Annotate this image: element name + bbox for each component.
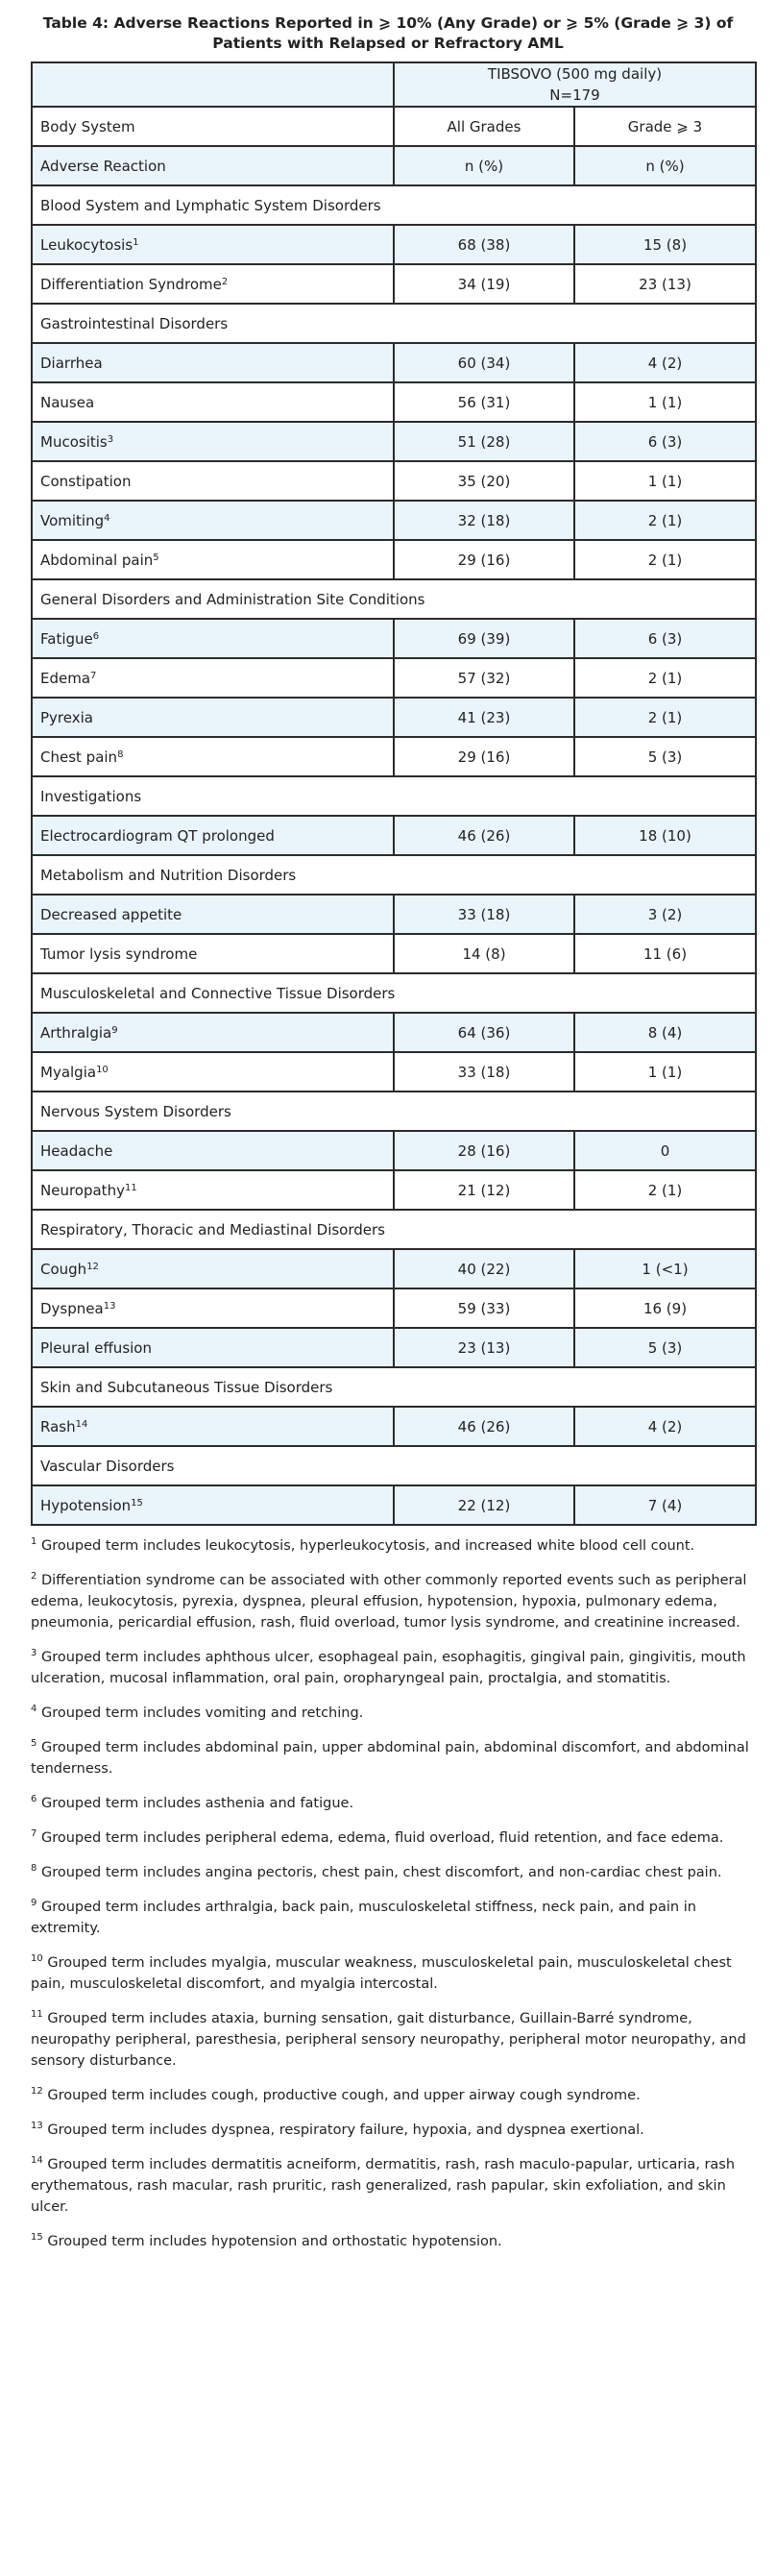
adverse-reaction-name: Edema	[40, 669, 91, 687]
grade3-value: 1 (1)	[574, 461, 756, 501]
grade3-value: 4 (2)	[574, 343, 756, 382]
footnote	[31, 1570, 755, 1633]
footnote-number: 14	[31, 2155, 43, 2166]
section-title: Metabolism and Nutrition Disorders	[32, 855, 756, 895]
grade3-value: 15 (8)	[574, 225, 756, 264]
footnote-text: Grouped term includes dyspnea, respiratory failure, hypoxia, and dyspnea exertional.	[47, 2122, 644, 2138]
footnote-ref: 14	[75, 1418, 88, 1430]
footnote-number: 10	[31, 1953, 43, 1964]
table-row	[32, 1485, 756, 1525]
adverse-reaction-cell	[32, 540, 394, 579]
adverse-reaction-cell	[32, 422, 394, 461]
header-drug-cell	[394, 62, 756, 107]
all-grades-value: 28 (16)	[394, 1131, 574, 1170]
all-grades-value: 69 (39)	[394, 619, 574, 658]
footnote	[31, 1703, 755, 1724]
table-row	[32, 816, 756, 855]
all-grades-value: 68 (38)	[394, 225, 574, 264]
table-row	[32, 501, 756, 540]
all-grades-value: 41 (23)	[394, 698, 574, 737]
grade3-value: 7 (4)	[574, 1485, 756, 1525]
adverse-reaction-name: Differentiation Syndrome	[40, 275, 222, 293]
footnote	[31, 1952, 755, 1995]
all-grades-value: 22 (12)	[394, 1485, 574, 1525]
grade3-value: 2 (1)	[574, 1170, 756, 1210]
footnote-number: 1	[31, 1536, 37, 1547]
footnote-ref: 8	[117, 748, 124, 760]
table-row	[32, 461, 756, 501]
all-grades-value: 46 (26)	[394, 816, 574, 855]
footnote	[31, 1647, 755, 1689]
adverse-reaction-cell	[32, 1407, 394, 1446]
footnote-ref: 13	[103, 1300, 116, 1312]
grade3-value: 1 (1)	[574, 382, 756, 422]
grade3-value: 2 (1)	[574, 698, 756, 737]
section-title: Respiratory, Thoracic and Mediastinal Disorders	[32, 1210, 756, 1249]
footnote-number: 4	[31, 1704, 37, 1714]
adverse-reaction-name: Arthralgia	[40, 1023, 112, 1042]
footnotes	[31, 1535, 755, 2252]
adverse-reaction-name: Vomiting	[40, 511, 105, 529]
grade3-value: 16 (9)	[574, 1288, 756, 1328]
section-row	[32, 304, 756, 343]
footnote-ref: 1	[133, 236, 139, 248]
all-grades-value: 21 (12)	[394, 1170, 574, 1210]
footnote	[31, 2120, 755, 2141]
table-row	[32, 698, 756, 737]
adverse-reaction-name: Mucositis	[40, 432, 108, 451]
adverse-reaction-cell	[32, 934, 394, 973]
table-row	[32, 264, 756, 304]
adverse-reaction-cell	[32, 264, 394, 304]
all-grades-value: 35 (20)	[394, 461, 574, 501]
all-grades-value: 59 (33)	[394, 1288, 574, 1328]
footnote-text: Grouped term includes aphthous ulcer, esophageal pain, esophagitis, gingival pain, gingivitis, mouth ulceration, mucosal inflammation, oral pain, oropharyngeal pain, proctalgia, and stomatitis.	[31, 1650, 746, 1686]
footnote-text: Grouped term includes peripheral edema, edema, fluid overload, fluid retention, and face edema.	[40, 1830, 724, 1846]
adverse-reaction-name: Chest pain	[40, 748, 118, 766]
col-n-pct-all: n (%)	[394, 146, 574, 185]
drug-n: N=179	[549, 86, 600, 104]
all-grades-value: 23 (13)	[394, 1328, 574, 1367]
footnote-number: 8	[31, 1863, 37, 1874]
footnote-ref: 2	[221, 276, 229, 287]
footnote-text: Grouped term includes abdominal pain, upper abdominal pain, abdominal discomfort, and abdominal tenderness.	[31, 1740, 749, 1777]
grade3-value: 6 (3)	[574, 422, 756, 461]
table-row	[32, 540, 756, 579]
footnote-number: 3	[31, 1648, 37, 1658]
grade3-value: 4 (2)	[574, 1407, 756, 1446]
adverse-reaction-cell	[32, 1249, 394, 1288]
table-row	[32, 1170, 756, 1210]
adverse-reaction-cell	[32, 1052, 394, 1092]
header-row-drug	[32, 62, 756, 107]
table-row	[32, 382, 756, 422]
all-grades-value: 34 (19)	[394, 264, 574, 304]
footnote-ref: 12	[86, 1261, 99, 1272]
adverse-reaction-name: Constipation	[40, 472, 132, 490]
adverse-reaction-name: Dyspnea	[40, 1299, 104, 1317]
adverse-reaction-name: Abdominal pain	[40, 551, 154, 569]
section-row	[32, 776, 756, 816]
footnote-text: Grouped term includes hypotension and orthostatic hypotension.	[47, 2234, 502, 2249]
footnote-ref: 10	[96, 1064, 109, 1075]
col-body-system: Body System	[32, 107, 394, 146]
table-body	[32, 62, 756, 1525]
all-grades-value: 29 (16)	[394, 737, 574, 776]
adverse-reaction-name: Decreased appetite	[40, 905, 182, 923]
footnote-number: 15	[31, 2232, 43, 2243]
col-all-grades: All Grades	[394, 107, 574, 146]
adverse-reaction-name: Nausea	[40, 393, 95, 411]
table-row	[32, 1249, 756, 1288]
drug-name: TIBSOVO (500 mg daily)	[487, 65, 663, 83]
adverse-reaction-cell	[32, 382, 394, 422]
grade3-value: 2 (1)	[574, 501, 756, 540]
section-title: General Disorders and Administration Site Conditions	[32, 579, 756, 619]
adverse-reaction-cell	[32, 816, 394, 855]
all-grades-value: 33 (18)	[394, 1052, 574, 1092]
grade3-value: 5 (3)	[574, 1328, 756, 1367]
footnote	[31, 2154, 755, 2218]
footnote-number: 2	[31, 1571, 37, 1582]
table-row	[32, 1131, 756, 1170]
footnote-ref: 6	[92, 630, 100, 642]
table-row	[32, 737, 756, 776]
all-grades-value: 40 (22)	[394, 1249, 574, 1288]
footnote	[31, 1535, 755, 1557]
adverse-reaction-name: Electrocardiogram QT prolonged	[40, 826, 275, 845]
footnote	[31, 1897, 755, 1939]
footnote-ref: 4	[104, 512, 110, 524]
header-empty-cell	[32, 62, 394, 107]
footnote-text: Grouped term includes ataxia, burning sensation, gait disturbance, Guillain-Barré syndrome, neuropathy peripheral, paresthesia, peripheral sensory neuropathy, peripheral motor neuropathy, and sensory disturbance.	[31, 2011, 746, 2069]
footnote-number: 12	[31, 2086, 43, 2097]
grade3-value: 2 (1)	[574, 658, 756, 698]
table-row	[32, 1407, 756, 1446]
adverse-reaction-cell	[32, 1170, 394, 1210]
footnote-text: Grouped term includes dermatitis acneiform, dermatitis, rash, rash maculo-papular, urticaria, rash erythematous, rash macular, rash pruritic, rash generalized, rash papular, skin exfoliation, and skin ulcer.	[31, 2157, 736, 2215]
section-title: Blood System and Lymphatic System Disorders	[32, 185, 756, 225]
grade3-value: 8 (4)	[574, 1013, 756, 1052]
adverse-reaction-cell	[32, 501, 394, 540]
table-caption: Table 4: Adverse Reactions Reported in ⩾ 10% (Any Grade) or ⩾ 5% (Grade ⩾ 3) of Patients with Relapsed or Refractory AML	[42, 14, 734, 52]
adverse-reaction-name: Headache	[40, 1141, 113, 1160]
table-row	[32, 934, 756, 973]
adverse-reaction-cell	[32, 1328, 394, 1367]
footnote	[31, 1737, 755, 1779]
all-grades-value: 32 (18)	[394, 501, 574, 540]
adverse-reaction-cell	[32, 698, 394, 737]
footnote-ref: 11	[124, 1182, 137, 1193]
table-row	[32, 658, 756, 698]
footnote	[31, 1862, 755, 1883]
section-title: Investigations	[32, 776, 756, 816]
adverse-reaction-name: Hypotension	[40, 1496, 132, 1514]
footnote-ref: 15	[131, 1497, 143, 1509]
table-row	[32, 619, 756, 658]
grade3-value: 2 (1)	[574, 540, 756, 579]
adverse-reaction-cell	[32, 225, 394, 264]
table-row	[32, 1052, 756, 1092]
footnote	[31, 2008, 755, 2072]
table-row	[32, 1328, 756, 1367]
section-title: Musculoskeletal and Connective Tissue Disorders	[32, 973, 756, 1013]
footnote-text: Grouped term includes leukocytosis, hyperleukocytosis, and increased white blood cell count.	[40, 1538, 695, 1554]
all-grades-value: 51 (28)	[394, 422, 574, 461]
section-row	[32, 973, 756, 1013]
adverse-reaction-name: Leukocytosis	[40, 235, 133, 254]
table-row	[32, 1288, 756, 1328]
footnote-text: Grouped term includes cough, productive cough, and upper airway cough syndrome.	[47, 2088, 641, 2103]
footnote-text: Differentiation syndrome can be associated with other commonly reported events such as peripheral edema, leukocytosis, pyrexia, dyspnea, pleural effusion, hypotension, hypoxia, pulmonary edema, pneumonia, pericardial effusion, rash, fluid overload, tumor lysis syndrome, and creatinine increased.	[31, 1573, 747, 1631]
grade3-value: 18 (10)	[574, 816, 756, 855]
adverse-reaction-name: Pyrexia	[40, 708, 93, 726]
header-row-columns	[32, 107, 756, 146]
section-row	[32, 1210, 756, 1249]
adverse-reaction-cell	[32, 1288, 394, 1328]
all-grades-value: 46 (26)	[394, 1407, 574, 1446]
section-row	[32, 1367, 756, 1407]
grade3-value: 6 (3)	[574, 619, 756, 658]
adverse-reaction-name: Fatigue	[40, 629, 93, 648]
adverse-reaction-cell	[32, 895, 394, 934]
adverse-reaction-name: Myalgia	[40, 1063, 97, 1081]
grade3-value: 23 (13)	[574, 264, 756, 304]
section-row	[32, 579, 756, 619]
adverse-reaction-cell	[32, 658, 394, 698]
grade3-value: 0	[574, 1131, 756, 1170]
col-n-pct-g3: n (%)	[574, 146, 756, 185]
section-title: Skin and Subcutaneous Tissue Disorders	[32, 1367, 756, 1407]
footnote-text: Grouped term includes vomiting and retching.	[40, 1705, 364, 1721]
all-grades-value: 60 (34)	[394, 343, 574, 382]
table-row	[32, 343, 756, 382]
table-row	[32, 225, 756, 264]
all-grades-value: 29 (16)	[394, 540, 574, 579]
header-row-units	[32, 146, 756, 185]
col-grade3: Grade ⩾ 3	[574, 107, 756, 146]
grade3-value: 11 (6)	[574, 934, 756, 973]
footnote-ref: 9	[111, 1024, 118, 1036]
section-row	[32, 855, 756, 895]
section-row	[32, 1092, 756, 1131]
footnote	[31, 1793, 755, 1814]
adverse-reaction-name: Tumor lysis syndrome	[40, 945, 198, 963]
all-grades-value: 14 (8)	[394, 934, 574, 973]
section-title: Vascular Disorders	[32, 1446, 756, 1485]
table-row	[32, 422, 756, 461]
all-grades-value: 56 (31)	[394, 382, 574, 422]
section-row	[32, 1446, 756, 1485]
adverse-reaction-cell	[32, 343, 394, 382]
adverse-reaction-name: Diarrhea	[40, 354, 103, 372]
adverse-reaction-cell	[32, 461, 394, 501]
footnote-number: 6	[31, 1794, 37, 1804]
footnote-number: 11	[31, 2009, 43, 2020]
footnote-text: Grouped term includes asthenia and fatigue.	[40, 1796, 354, 1811]
grade3-value: 3 (2)	[574, 895, 756, 934]
adverse-reaction-name: Cough	[40, 1260, 87, 1278]
table-row	[32, 1013, 756, 1052]
footnote-text: Grouped term includes arthralgia, back pain, musculoskeletal stiffness, neck pain, and pain in extremity.	[31, 1900, 696, 1936]
adverse-reaction-cell	[32, 619, 394, 658]
grade3-value: 1 (1)	[574, 1052, 756, 1092]
footnote-ref: 3	[107, 433, 114, 445]
col-adverse-reaction: Adverse Reaction	[32, 146, 394, 185]
adverse-reaction-cell	[32, 737, 394, 776]
adverse-reaction-name: Rash	[40, 1417, 76, 1435]
footnote-text: Grouped term includes myalgia, muscular weakness, musculoskeletal pain, musculoskeletal chest pain, musculoskeletal discomfort, and myalgia intercostal.	[31, 1955, 732, 1992]
section-title: Gastrointestinal Disorders	[32, 304, 756, 343]
all-grades-value: 57 (32)	[394, 658, 574, 698]
adverse-reaction-name: Pleural effusion	[40, 1338, 152, 1357]
adverse-reaction-name: Neuropathy	[40, 1181, 125, 1199]
grade3-value: 1 (<1)	[574, 1249, 756, 1288]
grade3-value: 5 (3)	[574, 737, 756, 776]
footnote-number: 5	[31, 1738, 37, 1749]
footnote	[31, 2085, 755, 2106]
footnote-ref: 5	[153, 552, 159, 563]
adverse-reactions-table	[31, 61, 757, 1526]
adverse-reaction-cell	[32, 1131, 394, 1170]
section-row	[32, 185, 756, 225]
table-row	[32, 895, 756, 934]
footnote-number: 13	[31, 2121, 43, 2131]
footnote	[31, 1828, 755, 1849]
footnote	[31, 2231, 755, 2252]
footnote-number: 7	[31, 1828, 37, 1839]
all-grades-value: 64 (36)	[394, 1013, 574, 1052]
footnote-text: Grouped term includes angina pectoris, chest pain, chest discomfort, and non-cardiac chest pain.	[40, 1865, 722, 1880]
all-grades-value: 33 (18)	[394, 895, 574, 934]
footnote-ref: 7	[90, 670, 97, 681]
section-title: Nervous System Disorders	[32, 1092, 756, 1131]
adverse-reaction-cell	[32, 1485, 394, 1525]
adverse-reaction-cell	[32, 1013, 394, 1052]
footnote-number: 9	[31, 1898, 37, 1908]
